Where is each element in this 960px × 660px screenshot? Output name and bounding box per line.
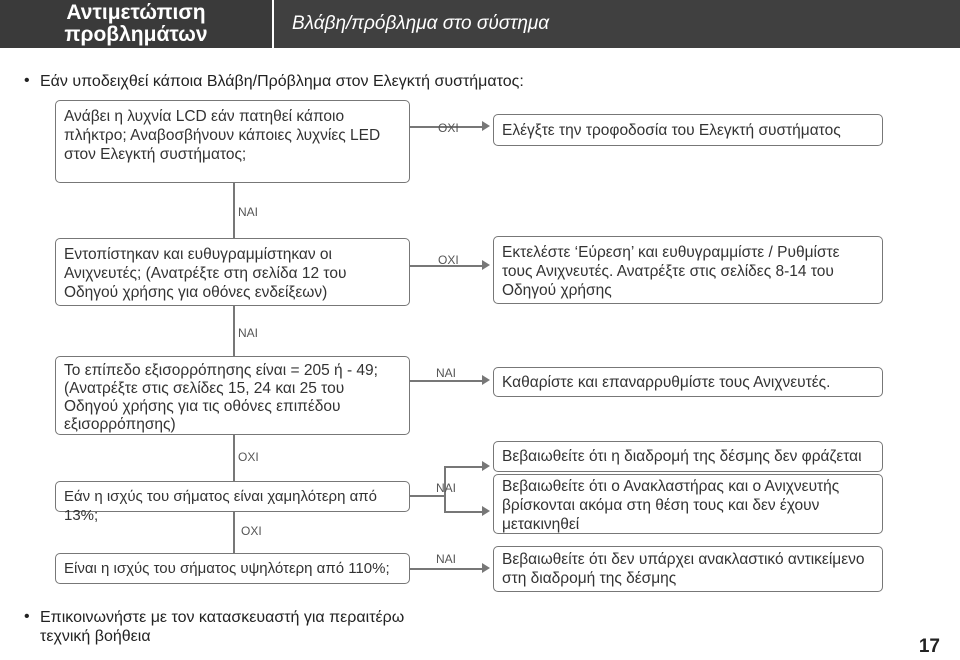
connector-line xyxy=(444,466,485,468)
connector-line xyxy=(233,511,235,553)
connector-line xyxy=(409,568,485,570)
yes-label: ΝΑΙ xyxy=(436,366,457,380)
action-box-reflector-position xyxy=(493,474,883,534)
question-box-signal-high xyxy=(55,553,410,584)
action-text: Ελέγξτε την τροφοδοσία του Ελεγκτή συστήματος xyxy=(502,122,841,139)
bullet-icon: • xyxy=(24,608,30,625)
action-text: Εκτελέστε ‘Εύρεση’ και ευθυγραμμίστε / Ρυθμίστε τους Ανιχνευτές. Ανατρέξτε στις σελίδες 8-14 του Οδηγού χρήσης xyxy=(502,244,840,299)
arrow-right-icon xyxy=(482,506,490,516)
connector-line xyxy=(409,380,485,382)
action-box-beam-path-clear xyxy=(493,441,883,472)
connector-line xyxy=(233,182,235,238)
bullet-icon: • xyxy=(24,72,30,89)
connector-line xyxy=(444,511,485,513)
question-box-lcd xyxy=(55,100,410,183)
question-box-detectors xyxy=(55,238,410,306)
no-label: ΟΧΙ xyxy=(238,450,259,464)
action-text: Καθαρίστε και επαναρρυθμίστε τους Ανιχνευτές. xyxy=(502,374,831,391)
action-text: Βεβαιωθείτε ότι δεν υπάρχει ανακλαστικό αντικείμενο στη διαδρομή της δέσμης xyxy=(502,551,865,587)
action-text: Βεβαιωθείτε ότι ο Ανακλαστήρας και ο Ανιχνευτής βρίσκονται ακόμα στη θέση τους και δεν έχουν μετακινηθεί xyxy=(502,478,840,533)
question-box-signal-low xyxy=(55,481,410,524)
arrow-right-icon xyxy=(482,121,490,131)
connector-line xyxy=(444,495,446,512)
action-box-clean-realign xyxy=(493,367,883,397)
question-box-balance-level xyxy=(55,356,410,435)
subtitle-banner xyxy=(274,0,960,48)
intro-bullet: • Εάν υποδειχθεί κάποια Βλάβη/Πρόβλημα στον Ελεγκτή συστήματος: xyxy=(24,72,524,90)
footer-bullet: • Επικοινωνήστε με τον κατασκευαστή για περαιτέρω τεχνική βοήθεια xyxy=(24,608,405,645)
yes-label: ΝΑΙ xyxy=(238,205,259,219)
yes-label: ΝΑΙ xyxy=(436,481,457,495)
question-text: Ανάβει η λυχνία LCD εάν πατηθεί κάποιο πλήκτρο; Αναβοσβήνουν κάποιες λυχνίες LED στον Ελεγκτή συστήματος; xyxy=(64,108,381,163)
question-text: Το επίπεδο εξισορρόπησης είναι = 205 ή - 49; (Ανατρέξτε στις σελίδες 15, 24 και 25 του Οδηγού χρήσης για τις οθόνες επιπέδου εξισορρόπησης) xyxy=(64,362,378,433)
action-text: Βεβαιωθείτε ότι η διαδρομή της δέσμης δεν φράζεται xyxy=(502,448,862,465)
page-number: 17 xyxy=(918,636,940,657)
section-title: Αντιμετώπιση προβλημάτων xyxy=(64,1,208,46)
connector-line xyxy=(233,434,235,481)
connector-line xyxy=(409,495,445,497)
arrow-right-icon xyxy=(482,563,490,573)
section-title-banner xyxy=(0,0,272,48)
question-text: Είναι η ισχύς του σήματος υψηλότερη από 110%; xyxy=(64,560,390,577)
arrow-right-icon xyxy=(482,375,490,385)
action-box-check-power xyxy=(493,114,883,146)
page-subtitle: Βλάβη/πρόβλημα στο σύστημα xyxy=(292,13,550,34)
question-text: Εντοπίστηκαν και ευθυγραμμίστηκαν οι Ανιχνευτές; (Ανατρέξτε στη σελίδα 12 του Οδηγού χρήσης για οθόνες ενδείξεων) xyxy=(64,246,347,301)
question-text: Εάν η ισχύς του σήματος είναι χαμηλότερη από 13%; xyxy=(64,488,377,524)
yes-label: ΝΑΙ xyxy=(436,552,457,566)
arrow-right-icon xyxy=(482,461,490,471)
connector-line xyxy=(233,305,235,356)
arrow-right-icon xyxy=(482,260,490,270)
no-label: ΟΧΙ xyxy=(241,524,262,538)
action-box-reflective-object xyxy=(493,546,883,592)
no-label: ΟΧΙ xyxy=(438,121,459,135)
action-box-find-align xyxy=(493,236,883,304)
yes-label: ΝΑΙ xyxy=(238,326,259,340)
no-label: ΟΧΙ xyxy=(438,253,459,267)
